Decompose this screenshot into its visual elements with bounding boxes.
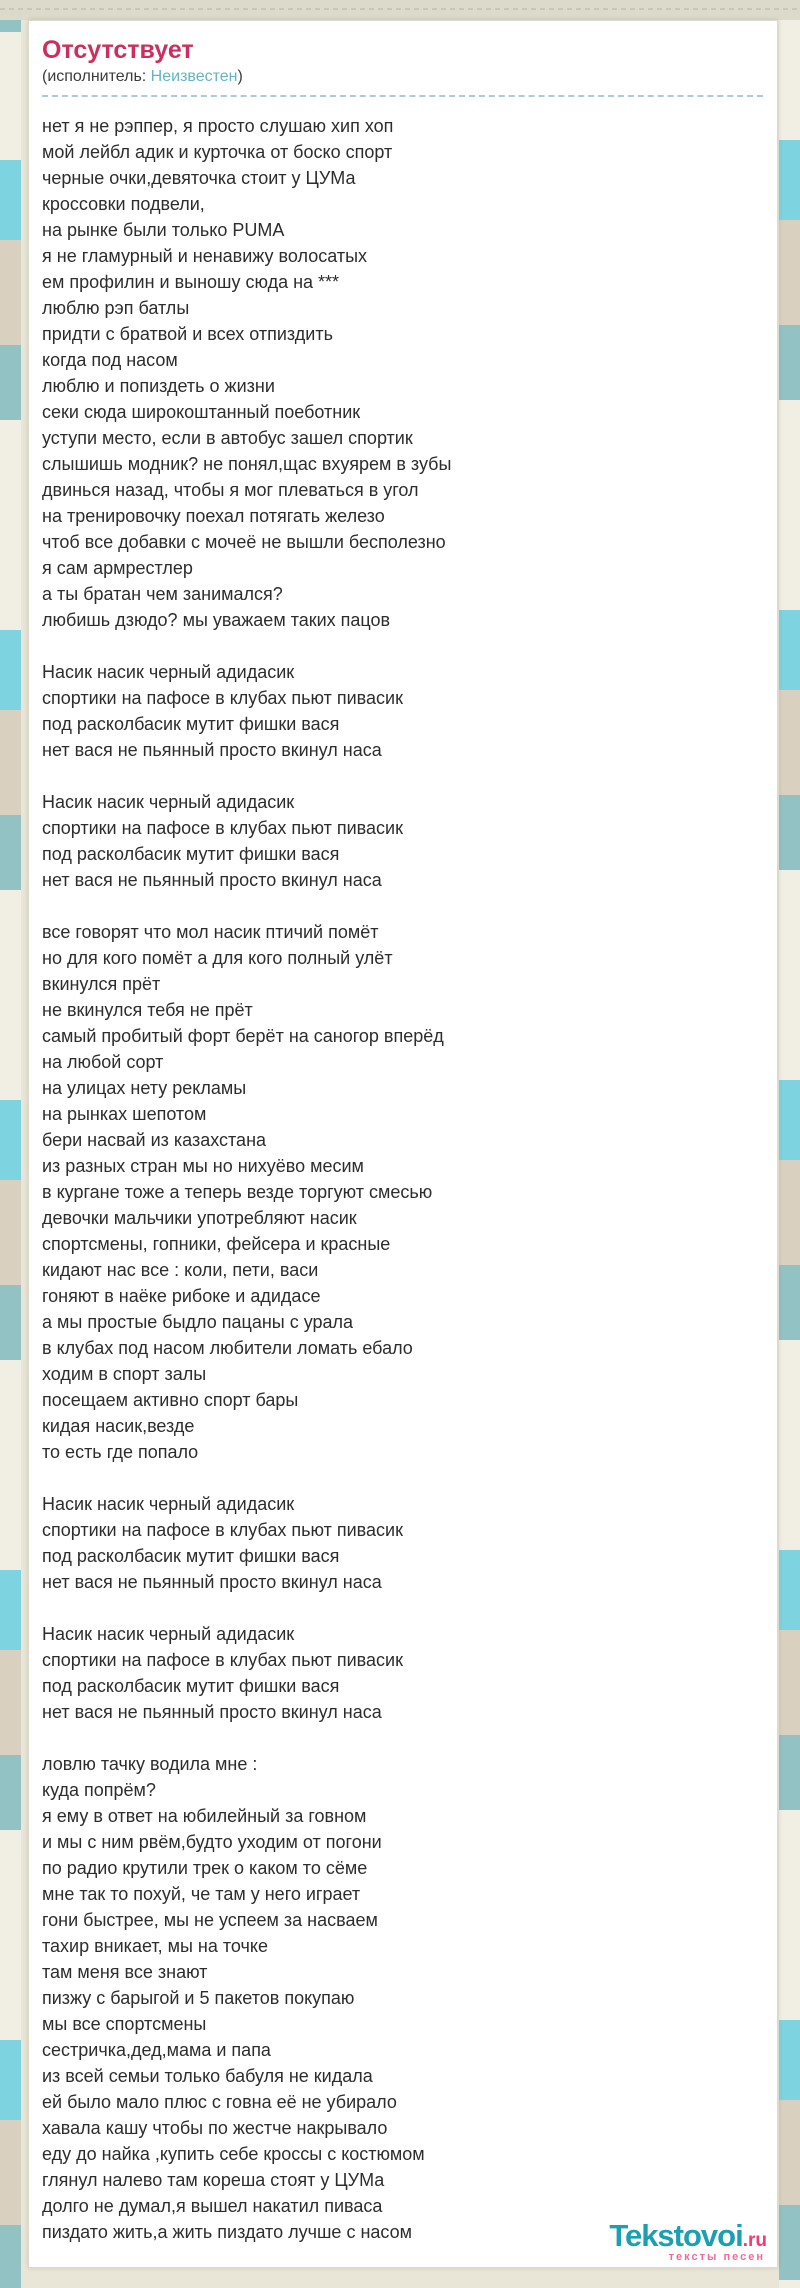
stanza	[42, 789, 763, 893]
lyric-line: под расколбасик мутит фишки вася	[42, 714, 340, 734]
lyric-line: под расколбасик мутит фишки вася	[42, 1676, 340, 1696]
lyric-line: то есть где попало	[42, 1442, 199, 1462]
lyric-line: спортики на пафосе в клубах пьют пивасик	[42, 1520, 403, 1540]
lyric-line: кидая насик,везде	[42, 1416, 195, 1436]
lyric-line: на улицах нету рекламы	[42, 1078, 247, 1098]
lyric-line: слышишь модник? не понял,щас вхуярем в зубы	[42, 454, 452, 474]
artist-prefix: (исполнитель:	[42, 68, 147, 85]
left-decorative-stripe	[0, 20, 21, 2288]
lyric-line: посещаем активно спорт бары	[42, 1390, 299, 1410]
lyric-line: а мы простые быдло пацаны с урала	[42, 1312, 354, 1332]
lyric-line: Насик насик черный адидасик	[42, 662, 295, 682]
lyric-line: гони быстрее, мы не успеем за насваем	[42, 1910, 378, 1930]
lyric-line: пизжу с барыгой и 5 пакетов покупаю	[42, 1988, 355, 2008]
lyric-line: я не гламурный и ненавижу волосатых	[42, 246, 368, 266]
lyric-line: двинься назад, чтобы я мог плеваться в угол	[42, 480, 419, 500]
lyrics-card	[28, 20, 778, 2268]
lyric-line: там меня все знают	[42, 1962, 208, 1982]
lyric-line: нет вася не пьянный просто вкинул наса	[42, 870, 382, 890]
lyric-line: сестричка,дед,мама и папа	[42, 2040, 271, 2060]
lyric-line: Насик насик черный адидасик	[42, 792, 295, 812]
song-title: Отсутствует	[42, 36, 194, 64]
lyric-line: Насик насик черный адидасик	[42, 1494, 295, 1514]
lyric-line: а ты братан чем занимался?	[42, 584, 283, 604]
lyric-line: кроссовки подвели,	[42, 194, 205, 214]
right-decorative-stripe	[779, 20, 800, 2288]
lyric-line: пиздато жить,а жить пиздато лучше с насом	[42, 2222, 412, 2242]
lyric-line: придти с братвой и всех отпиздить	[42, 324, 333, 344]
lyric-line: гоняют в наёке рибоке и адидасе	[42, 1286, 321, 1306]
lyric-line: ей было мало плюс с говна её не убирало	[42, 2092, 397, 2112]
top-band	[0, 0, 800, 20]
lyric-line: спортики на пафосе в клубах пьют пивасик	[42, 1650, 403, 1670]
lyric-line: любишь дзюдо? мы уважаем таких пацов	[42, 610, 391, 630]
lyric-line: под расколбасик мутит фишки вася	[42, 1546, 340, 1566]
lyric-line: спортсмены, гопники, фейсера и красные	[42, 1234, 391, 1254]
lyric-line: в кургане тоже а теперь везде торгуют смесью	[42, 1182, 433, 1202]
lyric-line: все говорят что мол насик птичий помёт	[42, 922, 379, 942]
lyric-line: и мы с ним рвём,будто уходим от погони	[42, 1832, 382, 1852]
site-logo[interactable]	[609, 2218, 767, 2263]
dashed-separator	[42, 95, 763, 97]
lyric-line: девочки мальчики употребляют насик	[42, 1208, 357, 1228]
lyric-line: на любой сорт	[42, 1052, 164, 1072]
lyric-line: я ему в ответ на юбилейный за говном	[42, 1806, 367, 1826]
lyric-line: когда под насом	[42, 350, 178, 370]
lyric-line: мне так то похуй, че там у него играет	[42, 1884, 361, 1904]
lyric-line: тахир вникает, мы на точке	[42, 1936, 269, 1956]
lyric-line: бери насвай из казахстана	[42, 1130, 267, 1150]
lyric-line: Насик насик черный адидасик	[42, 1624, 295, 1644]
stanza	[42, 659, 763, 763]
lyric-line: глянул налево там кореша стоят у ЦУМа	[42, 2170, 385, 2190]
lyric-line: самый пробитый форт берёт на саногор вперёд	[42, 1026, 444, 1046]
lyric-line: люблю рэп батлы	[42, 298, 190, 318]
lyric-line: я сам армрестлер	[42, 558, 193, 578]
lyric-line: ем профилин и выношу сюда на ***	[42, 272, 340, 292]
site-logo-suffix: .ru	[742, 2230, 767, 2251]
stanza	[42, 1751, 763, 2245]
artist-suffix: )	[237, 68, 243, 85]
lyric-line: кидают нас все : коли, пети, васи	[42, 1260, 319, 1280]
lyric-line: люблю и попиздеть о жизни	[42, 376, 275, 396]
artist-link[interactable]: Неизвестен	[150, 68, 238, 85]
site-logo-text	[609, 2218, 767, 2254]
top-band-seam	[0, 8, 800, 10]
stanza	[42, 1621, 763, 1725]
lyric-line: вкинулся прёт	[42, 974, 161, 994]
lyric-line: чтоб все добавки с мочеё не вышли бесполезно	[42, 532, 446, 552]
lyric-line: спортики на пафосе в клубах пьют пивасик	[42, 688, 403, 708]
stanza	[42, 919, 763, 1465]
lyric-line: в клубах под насом любители ломать ебало	[42, 1338, 413, 1358]
lyric-line: но для кого помёт а для кого полный улёт	[42, 948, 393, 968]
lyric-line: нет вася не пьянный просто вкинул наса	[42, 1572, 382, 1592]
lyric-line: из всей семьи только бабуля не кидала	[42, 2066, 373, 2086]
lyric-line: долго не думал,я вышел накатил пиваса	[42, 2196, 383, 2216]
lyric-line: ловлю тачку водила мне :	[42, 1754, 258, 1774]
lyric-line: секи сюда широкоштанный поеботник	[42, 402, 361, 422]
lyric-line: нет вася не пьянный просто вкинул наса	[42, 1702, 382, 1722]
lyric-line: ходим в спорт залы	[42, 1364, 207, 1384]
lyric-line: на тренировочку поехал потягать железо	[42, 506, 385, 526]
stanza	[42, 113, 763, 633]
lyric-line: уступи место, если в автобус зашел спортик	[42, 428, 413, 448]
lyric-line: нет я не рэппер, я просто слушаю хип хоп	[42, 116, 394, 136]
lyric-line: по радио крутили трек о каком то сёме	[42, 1858, 368, 1878]
lyric-line: под расколбасик мутит фишки вася	[42, 844, 340, 864]
lyric-line: хавала кашу чтобы по жестче накрывало	[42, 2118, 388, 2138]
lyric-line: спортики на пафосе в клубах пьют пивасик	[42, 818, 403, 838]
stanza	[42, 1491, 763, 1595]
lyric-line: из разных стран мы но нихуёво месим	[42, 1156, 364, 1176]
lyric-line: на рынках шепотом	[42, 1104, 207, 1124]
site-logo-main: Tekstovoi	[609, 2218, 743, 2253]
lyric-line: не вкинулся тебя не прёт	[42, 1000, 253, 1020]
lyrics	[42, 113, 763, 2245]
lyric-line: мы все спортсмены	[42, 2014, 207, 2034]
lyric-line: еду до найка ,купить себе кроссы с костюмом	[42, 2144, 425, 2164]
artist-line	[42, 66, 763, 88]
site-logo-tagline: тексты песен	[668, 2251, 765, 2263]
lyric-line: куда попрём?	[42, 1780, 156, 1800]
lyric-line: нет вася не пьянный просто вкинул наса	[42, 740, 382, 760]
lyric-line: на рынке были только PUMA	[42, 220, 285, 240]
lyric-line: мой лейбл адик и курточка от боско спорт	[42, 142, 393, 162]
lyric-line: черные очки,девяточка стоит у ЦУМа	[42, 168, 356, 188]
